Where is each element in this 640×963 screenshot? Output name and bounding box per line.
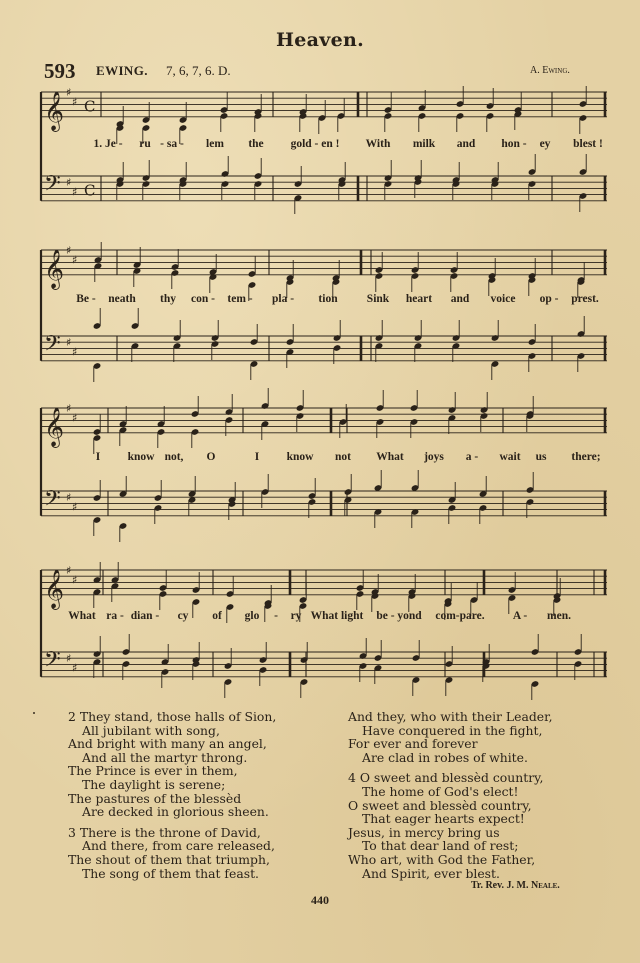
verse-line: 2 They stand, those halls of Sion, — [68, 709, 277, 724]
lyric-syllable: tion — [318, 293, 338, 305]
lyric-syllable: there; — [571, 451, 601, 463]
verse-line: Jesus, in mercy bring us — [348, 824, 500, 840]
lyric-syllable: What — [68, 610, 96, 622]
verse-line: 3 There is the throne of David, — [68, 824, 261, 840]
sharp-icon: ♯ — [66, 86, 72, 99]
bass-clef-icon: 𝄢 — [44, 171, 61, 202]
translator-prefix: Tr. Rev. J. M. — [471, 880, 529, 891]
sharp-icon: ♯ — [66, 336, 72, 350]
verse-line: The home of God's elect! — [362, 783, 519, 799]
lyric-syllable: glo — [244, 610, 260, 622]
verse-line: The Prince is ever in them, — [68, 763, 238, 779]
verses-right-column — [348, 710, 553, 887]
verse-line: 4 O sweet and blessèd country, — [348, 770, 544, 786]
lyric-syllable: ru — [139, 138, 151, 150]
sharp-icon: ♯ — [72, 573, 78, 587]
sharp-icon: ♯ — [72, 253, 78, 267]
lyric-syllable: not — [335, 451, 351, 463]
lyric-syllable: and — [450, 293, 470, 305]
translator-credit — [471, 880, 560, 891]
common-time-icon: C — [84, 97, 96, 116]
stanza — [348, 710, 553, 764]
lyric-syllable: cy — [177, 610, 189, 622]
verse-line: And Spirit, ever blest. — [362, 865, 500, 881]
lyric-syllable: Sink — [366, 293, 390, 305]
verses-left-column — [68, 710, 276, 887]
meter: 7, 6, 7, 6. D. — [166, 63, 231, 78]
lyric-syllable: com-pare. — [435, 610, 485, 622]
verse-line: The pastures of the blessèd — [68, 790, 242, 806]
verse-line: And all the martyr throng. — [82, 749, 248, 765]
sharp-icon: ♯ — [66, 176, 72, 190]
treble-clef-icon: 𝄞 — [44, 568, 65, 609]
lyric-syllable: - sa - — [160, 138, 184, 150]
sharp-icon: ♯ — [72, 95, 78, 109]
lyric-syllable: prest. — [571, 293, 599, 305]
verse-line: That eager hearts expect! — [362, 811, 525, 827]
sharp-icon: ♯ — [72, 500, 78, 514]
page-number: 440 — [311, 893, 329, 907]
lyric-syllable: op - — [539, 293, 559, 305]
lyric-syllable: - — [274, 610, 278, 622]
lyric-syllable: O — [206, 451, 216, 463]
verse-line: And there, from care released, — [82, 838, 275, 854]
lyric-syllable: not, — [164, 451, 184, 463]
treble-clef-icon: 𝄞 — [44, 90, 65, 131]
stanza — [68, 710, 276, 819]
verse-line: And bright with many an angel, — [68, 736, 267, 752]
sharp-icon: ♯ — [66, 402, 72, 415]
stray-mark — [33, 712, 35, 714]
lyric-syllable: dian - — [130, 610, 160, 622]
lyric-syllable: us — [535, 451, 547, 463]
lyric-syllable: 1. Je - — [93, 138, 123, 150]
lyric-syllable: milk — [412, 138, 436, 150]
lyric-syllable: neath — [108, 293, 136, 305]
section-title: Heaven. — [275, 29, 364, 51]
lyric-syllable: A - — [512, 610, 528, 622]
lyric-syllable: thy — [160, 293, 176, 305]
common-time-icon: C — [84, 181, 96, 200]
lyric-syllable: wait — [499, 451, 521, 463]
treble-clef-icon: 𝄞 — [44, 406, 65, 447]
lyric-syllable: blest ! — [573, 138, 603, 150]
verse-line: Who art, with God the Father, — [348, 851, 536, 867]
lyric-syllable: know — [286, 451, 314, 463]
lyric-syllable: Be - — [76, 293, 96, 305]
lyric-syllable: of — [212, 610, 222, 622]
lyric-syllable: know — [127, 451, 155, 463]
treble-clef-icon: 𝄞 — [44, 248, 65, 289]
verse-line: The song of them that feast. — [82, 865, 259, 881]
lyric-syllable: With — [365, 138, 391, 150]
verse-line: Have conquered in the fight, — [362, 722, 543, 738]
bass-clef-icon: 𝄢 — [44, 331, 61, 362]
lyric-syllable: joys — [424, 451, 444, 463]
hymn-number: 593 — [44, 59, 76, 83]
lyric-syllable: I — [95, 451, 101, 463]
lyric-syllable: and — [456, 138, 476, 150]
lyric-syllable: gold - en ! — [290, 138, 340, 150]
lyric-syllable: men. — [547, 610, 571, 622]
lyric-syllable: hon - — [501, 138, 527, 150]
stanza — [348, 771, 553, 880]
verse-line: For ever and forever — [348, 736, 478, 752]
verse-line: The shout of them that triumph, — [68, 851, 270, 867]
sharp-icon: ♯ — [66, 652, 72, 666]
composer-credit: A. Ewing. — [530, 65, 570, 76]
verse-line: The daylight is serene; — [82, 776, 226, 792]
lyric-syllable: be - yond — [376, 610, 422, 622]
verse-line: To that dear land of rest; — [362, 838, 519, 854]
lyric-syllable: lem — [206, 138, 224, 150]
verse-line: Are decked in glorious sheen. — [82, 804, 269, 820]
stanza — [68, 826, 276, 880]
lyric-syllable: heart — [405, 293, 433, 305]
lyric-syllable: con - — [191, 293, 215, 305]
verse-line: And they, who with their Leader, — [348, 709, 553, 724]
lyric-syllable: a - — [465, 451, 479, 463]
lyric-syllable: What light — [310, 610, 364, 622]
lyric-syllable: I — [254, 451, 260, 463]
sharp-icon: ♯ — [72, 345, 78, 359]
tune-name: EWING. — [96, 63, 148, 78]
sharp-icon: ♯ — [72, 661, 78, 675]
verse-line: O sweet and blessèd country, — [348, 797, 532, 813]
verse-line: All jubilant with song, — [82, 722, 220, 738]
lyric-syllable: tem - — [227, 293, 253, 305]
lyric-syllable: pla - — [271, 293, 295, 305]
lyric-syllable: ey — [539, 138, 551, 150]
bass-clef-icon: 𝄢 — [44, 486, 61, 517]
lyric-syllable: the — [248, 138, 264, 150]
sharp-icon: ♯ — [72, 185, 78, 199]
lyric-syllable: ry — [290, 610, 302, 622]
sharp-icon: ♯ — [72, 411, 78, 425]
sharp-icon: ♯ — [66, 491, 72, 505]
bass-clef-icon: 𝄢 — [44, 647, 61, 678]
sharp-icon: ♯ — [66, 244, 72, 257]
translator-name: Neale. — [531, 880, 560, 891]
sharp-icon: ♯ — [66, 564, 72, 577]
lyric-syllable: ra - — [106, 610, 124, 622]
verse-line: Are clad in robes of white. — [362, 749, 528, 765]
lyric-syllable: What — [376, 451, 404, 463]
lyric-syllable: voice — [490, 293, 516, 305]
